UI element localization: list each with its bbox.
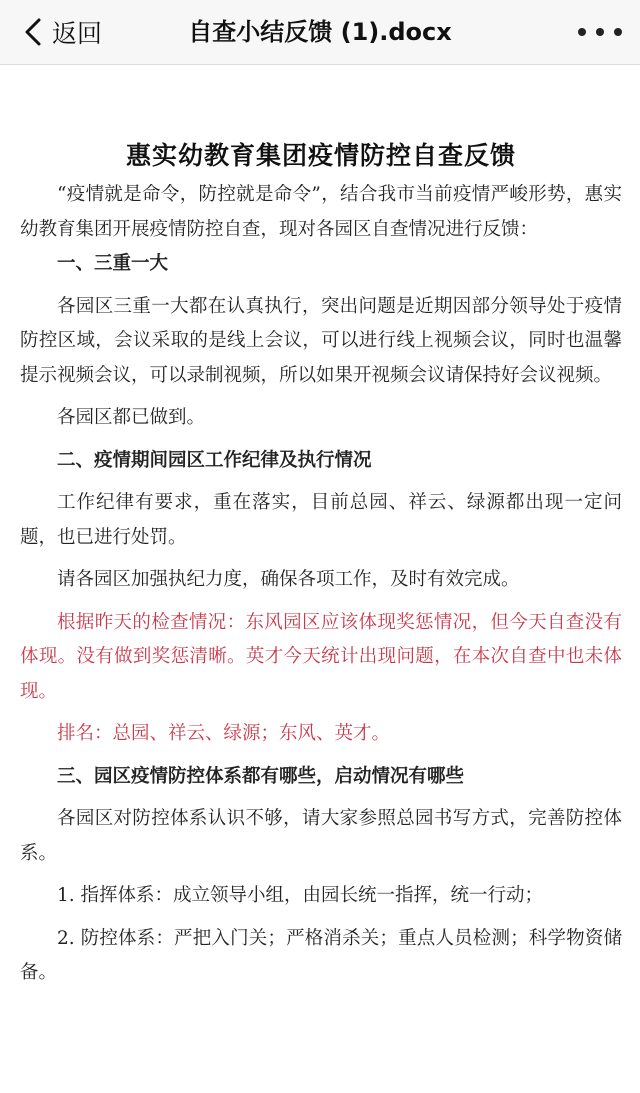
ranking-paragraph: 排名：总园、祥云、绿源；东风、英才。: [57, 723, 391, 744]
body-paragraph: 各园区都已做到。: [57, 407, 206, 428]
document-title: 惠实幼教育集团疫情防控自查反馈: [125, 141, 516, 170]
dot-icon: [578, 28, 586, 36]
back-button[interactable]: [22, 14, 102, 50]
dot-icon: [614, 28, 622, 36]
document-page[interactable]: [20, 66, 622, 1093]
document-body: [20, 178, 622, 991]
dot-icon: [596, 28, 604, 36]
section-heading: 二、疫情期间园区工作纪律及执行情况: [57, 449, 372, 471]
section-heading: 三、园区疫情防控体系都有哪些，启动情况有哪些: [57, 765, 465, 787]
chevron-left-icon: [22, 17, 44, 47]
list-item: 1. 指挥体系：成立领导小组，由园长统一指挥，统一行动；: [57, 885, 544, 906]
back-label: 返回: [52, 19, 103, 48]
body-paragraph: 请各园区加强执纪力度，确保各项工作，及时有效完成。: [57, 569, 520, 590]
top-navigation-bar: [0, 0, 640, 65]
body-paragraph: 各园区三重一大都在认真执行，突出问题是近期因部分领导处于疫情防控区域，会议采取的是线上会议，可以进行线上视频会议，同时也温馨提示视频会议，可以录制视频，所以如果开视频会议请保持好会议视频。: [20, 295, 622, 386]
intro-paragraph: “疫情就是命令，防控就是命令”，结合我市当前疫情严峻形势，惠实幼教育集团开展疫情防控自查，现对各园区自查情况进行反馈：: [20, 184, 622, 240]
highlighted-paragraph: 根据昨天的检查情况：东风园区应该体现奖惩情况，但今天自查没有体现。没有做到奖惩清晰。英才今天统计出现问题，在本次自查中也未体现。: [20, 611, 622, 702]
body-paragraph: 各园区对防控体系认识不够，请大家参照总园书写方式，完善防控体系。: [20, 808, 622, 864]
list-item: 2. 防控体系：严把入门关；严格消杀关；重点人员检测；科学物资储备。: [20, 927, 622, 983]
body-paragraph: 工作纪律有要求，重在落实，目前总园、祥云、绿源都出现一定问题，也已进行处罚。: [20, 492, 622, 548]
file-title: 自查小结反馈 (1).docx: [188, 18, 452, 46]
more-options-button[interactable]: [578, 22, 622, 42]
section-heading: 一、三重一大: [57, 253, 169, 274]
